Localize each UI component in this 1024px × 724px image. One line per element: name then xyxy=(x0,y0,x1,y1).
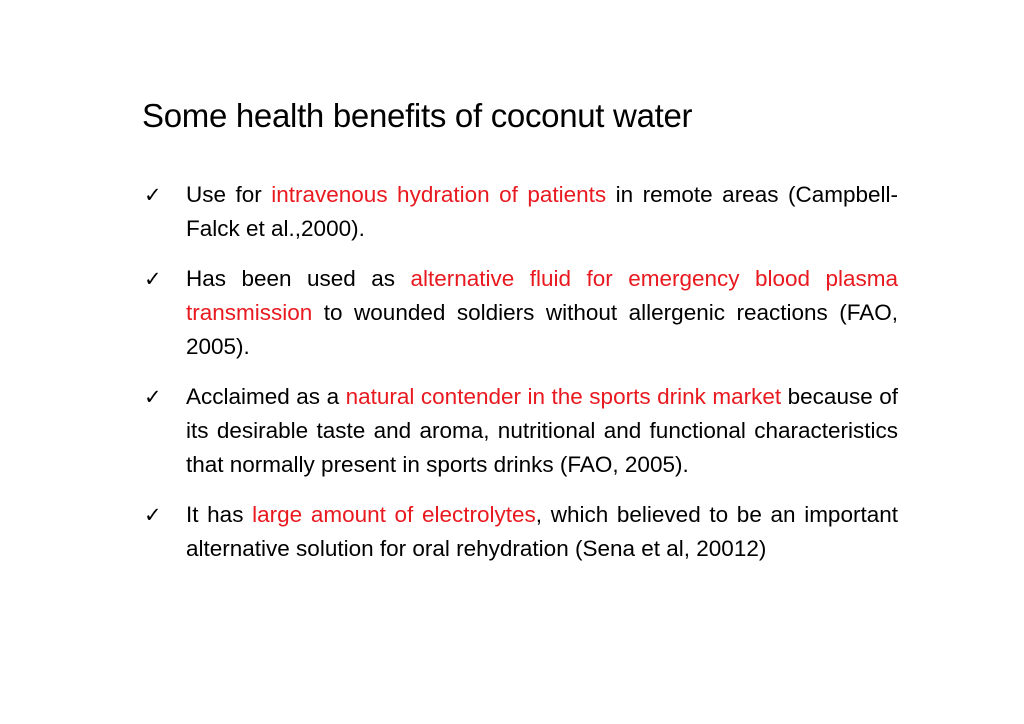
check-mark-icon: ✓ xyxy=(144,503,162,527)
bullet-text: in remote areas (Campbell-Falck et al.,2000). xyxy=(186,182,898,241)
bullet-highlight: alternative fluid for emergency blood plasma transmission xyxy=(186,266,898,325)
bullet-list xyxy=(142,178,898,582)
bullet-text: to wounded soldiers without allergenic reactions (FAO, 2005). xyxy=(186,300,898,359)
bullet-item xyxy=(142,178,898,246)
bullet-highlight: natural contender in the sports drink market xyxy=(345,384,782,409)
bullet-highlight: intravenous hydration of patients xyxy=(271,182,607,207)
bullet-text: Has been used as xyxy=(186,266,411,291)
bullet-text: Use for xyxy=(186,182,272,207)
bullet-text: because of its desirable taste and aroma, nutritional and functional characteristics that normally present in sports drinks (FAO, 2005). xyxy=(186,384,898,477)
bullet-text: It has xyxy=(186,502,253,527)
check-mark-icon: ✓ xyxy=(144,385,162,409)
check-mark-icon: ✓ xyxy=(144,183,162,207)
bullet-item xyxy=(142,380,898,482)
bullet-item xyxy=(142,498,898,566)
bullet-highlight: large amount of electrolytes xyxy=(252,502,536,527)
bullet-text: , which believed to be an important alternative solution for oral rehydration (Sena et al, 20012) xyxy=(186,502,898,561)
check-mark-icon: ✓ xyxy=(144,267,162,291)
bullet-text: Acclaimed as a xyxy=(186,384,346,409)
bullet-item xyxy=(142,262,898,364)
slide-title: Some health benefits of coconut water xyxy=(142,97,693,134)
